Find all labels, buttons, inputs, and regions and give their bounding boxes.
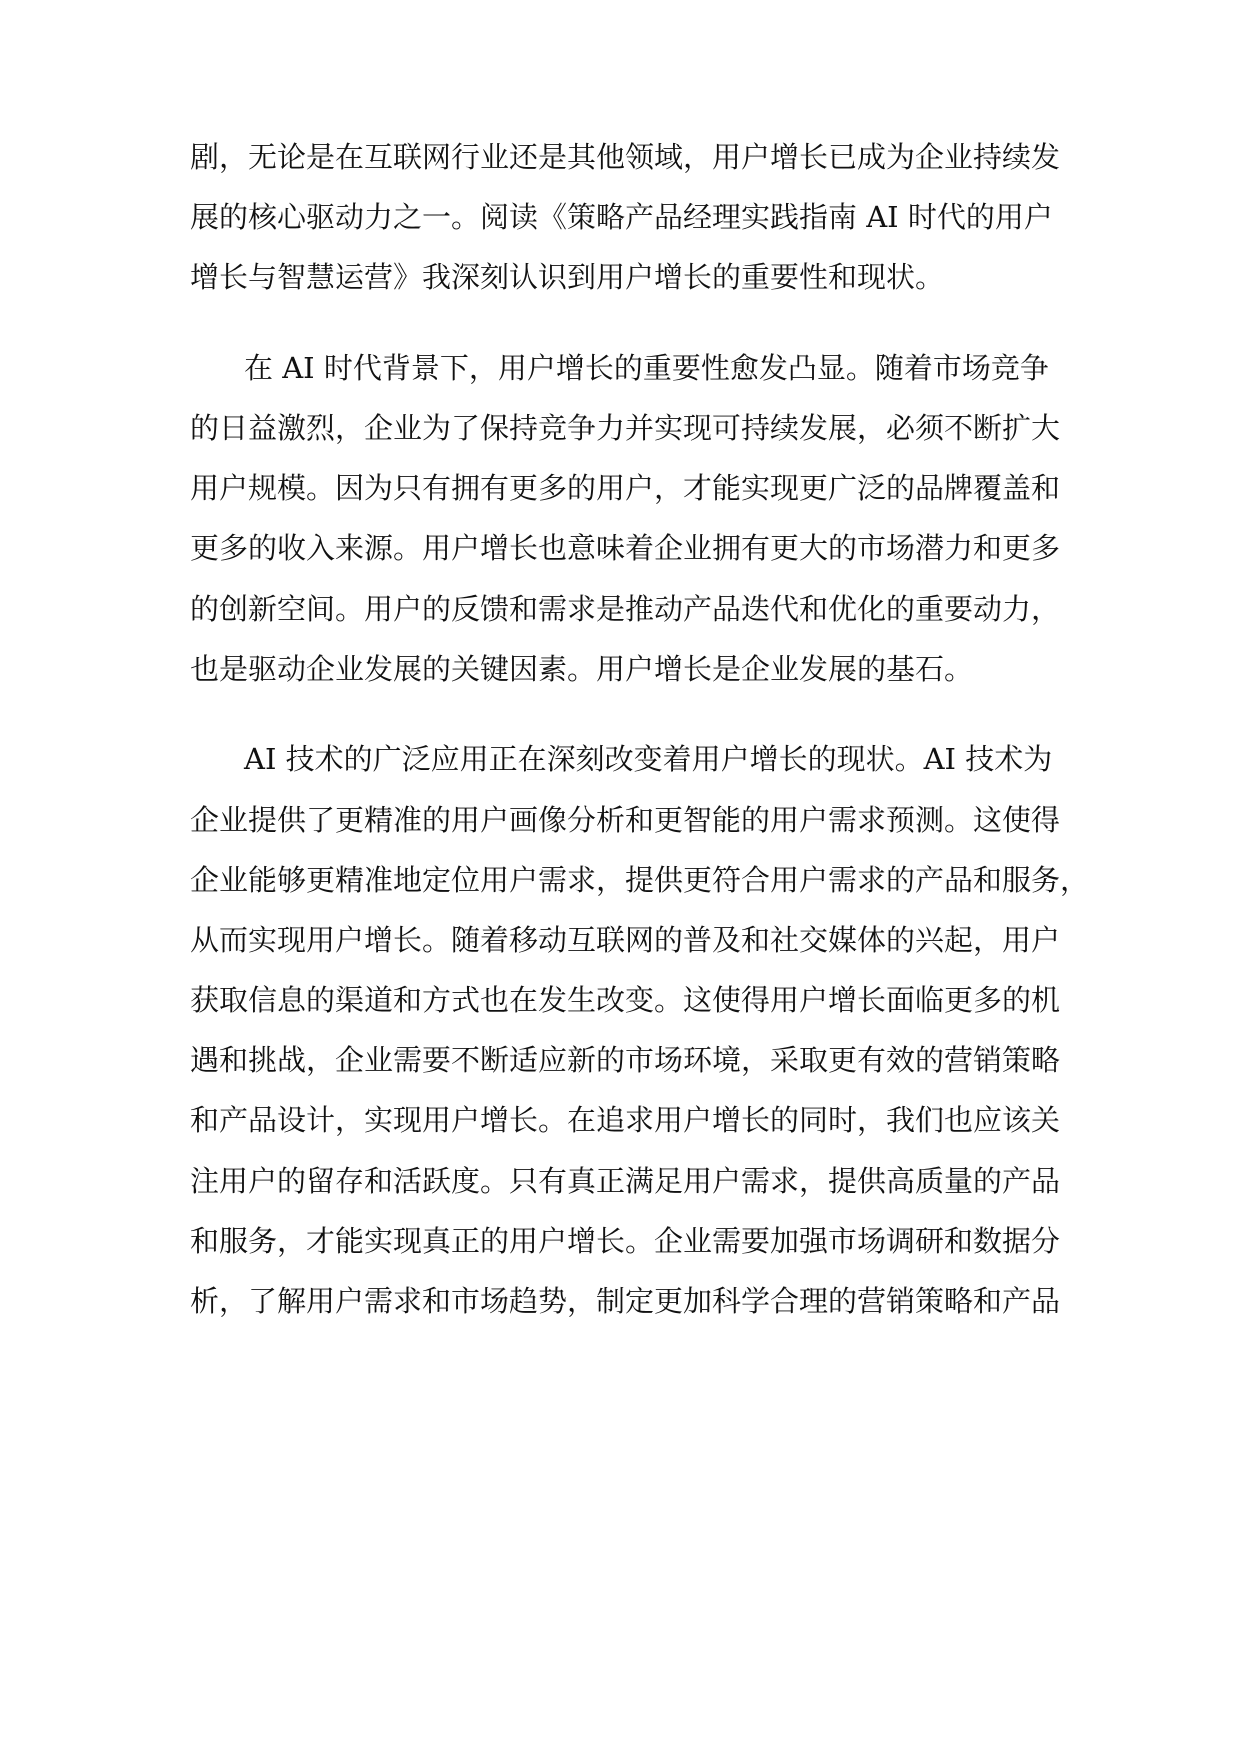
- text-line: 增长与智慧运营》我深刻认识到用户增长的重要性和现状。: [190, 260, 945, 294]
- text-line: 和产品设计，实现用户增长。在追求用户增长的同时，我们也应该关: [190, 1103, 1061, 1137]
- text-line: 也是驱动企业发展的关键因素。用户增长是企业发展的基石。: [190, 652, 974, 686]
- paragraph-start-line: AI 技术的广泛应用正在深刻改变着用户增长的现状。AI 技术为: [244, 742, 1053, 776]
- text-line: 企业能够更精准地定位用户需求，提供更符合用户需求的产品和服务，: [190, 863, 1090, 897]
- text-line: 展的核心驱动力之一。阅读《策略产品经理实践指南 AI 时代的用户: [190, 200, 1053, 234]
- text-line: 和服务，才能实现真正的用户增长。企业需要加强市场调研和数据分: [190, 1224, 1061, 1258]
- text-line: 更多的收入来源。用户增长也意味着企业拥有更大的市场潜力和更多: [190, 531, 1061, 565]
- text-line: 析，了解用户需求和市场趋势，制定更加科学合理的营销策略和产品: [190, 1284, 1061, 1318]
- text-line: 从而实现用户增长。随着移动互联网的普及和社交媒体的兴起，用户: [190, 923, 1061, 957]
- text-line: 的日益激烈，企业为了保持竞争力并实现可持续发展，必须不断扩大: [190, 411, 1061, 445]
- text-line: 用户规模。因为只有拥有更多的用户，才能实现更广泛的品牌覆盖和: [190, 471, 1061, 505]
- text-line: 剧，无论是在互联网行业还是其他领域，用户增长已成为企业持续发: [190, 140, 1061, 174]
- text-line: 企业提供了更精准的用户画像分析和更智能的用户需求预测。这使得: [190, 803, 1061, 837]
- text-line: 的创新空间。用户的反馈和需求是推动产品迭代和优化的重要动力，: [190, 592, 1061, 626]
- text-line: 获取信息的渠道和方式也在发生改变。这使得用户增长面临更多的机: [190, 983, 1061, 1017]
- paragraph-start-line: 在 AI 时代背景下，用户增长的重要性愈发凸显。随着市场竞争: [244, 351, 1049, 385]
- text-line: 遇和挑战，企业需要不断适应新的市场环境，采取更有效的营销策略: [190, 1043, 1061, 1077]
- text-line: 注用户的留存和活跃度。只有真正满足用户需求，提供高质量的产品: [190, 1164, 1061, 1198]
